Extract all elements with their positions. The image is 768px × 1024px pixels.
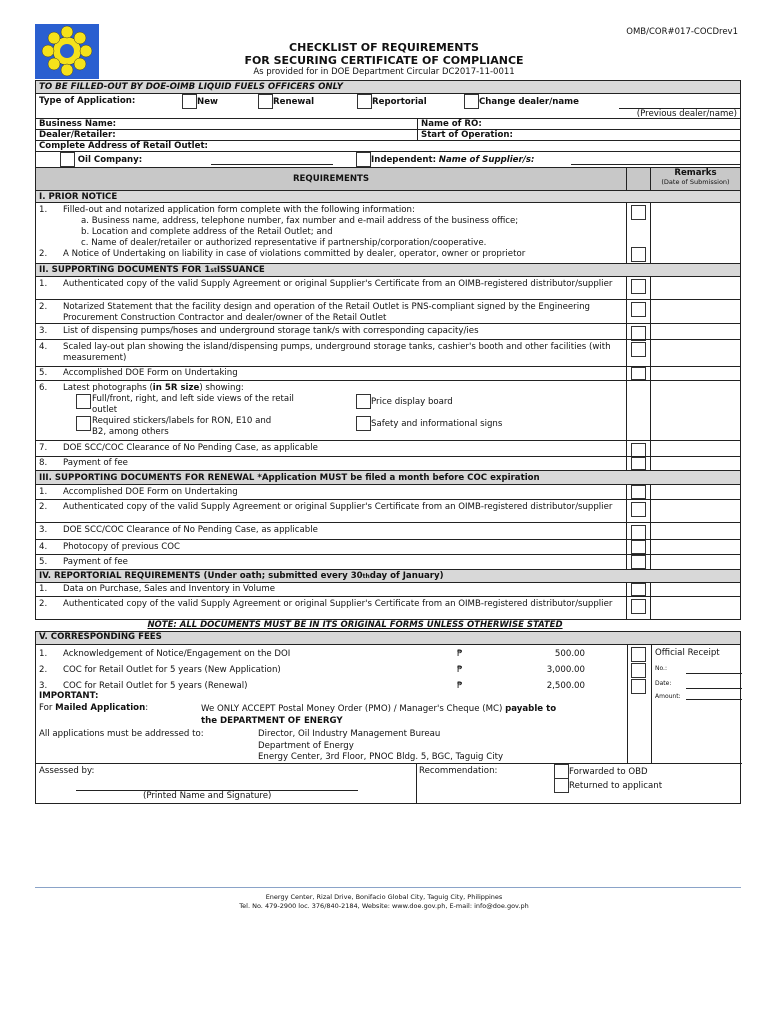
- table-row: 8. Payment of fee: [36, 456, 740, 470]
- type-new[interactable]: New: [182, 94, 218, 109]
- footer-divider: [35, 887, 741, 888]
- title-line1: CHECKLIST OF REQUIREMENTS: [289, 41, 479, 54]
- previous-dealer-label: (Previous dealer/name): [636, 109, 737, 119]
- dealer-label: Dealer/Retailer:: [36, 130, 418, 140]
- section-fees: V. CORRESPONDING FEES: [36, 632, 740, 645]
- checkbox[interactable]: [631, 679, 646, 694]
- assessed-by-label: Assessed by:: [39, 766, 95, 776]
- business-name-row: [36, 118, 740, 129]
- checkbox[interactable]: [631, 485, 646, 499]
- oil-company-field[interactable]: [211, 154, 333, 165]
- receipt-amount-label: Amount:: [655, 693, 681, 700]
- subtitle: As provided for in DOE Department Circular DC2017-11-0011: [253, 67, 515, 77]
- footer-contact: Tel. No. 479-2900 loc. 376/840-2184, Website: www.doe.gov.ph, E-mail: info@doe.gov.ph: [239, 902, 529, 910]
- recommendation-label: Recommendation:: [419, 766, 498, 776]
- checkbox[interactable]: [631, 555, 646, 569]
- photo-stickers[interactable]: Required stickers/labels for RON, E10 and B2, among others: [76, 416, 276, 438]
- official-receipt-label: Official Receipt: [655, 648, 720, 658]
- fee-row: 3. COC for Retail Outlet for 5 years (Renewal) ₱ 2,500.00: [39, 681, 585, 691]
- receipt-amount-field[interactable]: [686, 692, 742, 700]
- section-reportorial: IV. REPORTORIAL REQUIREMENTS (Under oath; submitted every 30 th day of January): [36, 569, 740, 582]
- table-row: 1. Accomplished DOE Form on Undertaking: [36, 484, 740, 499]
- table-row: 1. Authenticated copy of the valid Supply Agreement or original Supplier's Certificate from an OIMB-registered distributor/supplier: [36, 276, 740, 299]
- returned-checkbox[interactable]: Returned to applicant: [554, 778, 662, 793]
- fee-row: 1. Acknowledgement of Notice/Engagement on the DOI ₱ 500.00: [39, 649, 585, 659]
- oil-company-checkbox[interactable]: Oil Company:: [60, 152, 142, 167]
- table-row: 4. Photocopy of previous COC: [36, 539, 740, 554]
- checkbox[interactable]: [631, 502, 646, 517]
- footer-address: Energy Center, Rizal Drive, Bonifacio Global City, Taguig City, Philippines: [265, 893, 503, 901]
- fee-row: 2. COC for Retail Outlet for 5 years (New Application) ₱ 3,000.00: [39, 665, 585, 675]
- table-row: 3. DOE SCC/COC Clearance of No Pending Case, as applicable: [36, 522, 740, 539]
- type-renewal[interactable]: Renewal: [258, 94, 314, 109]
- payment-note: We ONLY ACCEPT Postal Money Order (PMO) / Manager's Cheque (MC) payable to the DEPARTMENT OF ENERGY: [201, 704, 557, 726]
- receipt-date-label: Date:: [655, 680, 672, 687]
- photo-price-board[interactable]: Price display board: [356, 394, 453, 409]
- address-row: [36, 140, 740, 151]
- type-reportorial[interactable]: Reportorial: [357, 94, 427, 109]
- section-prior-notice: I. PRIOR NOTICE: [36, 190, 740, 202]
- fee-list: [39, 647, 599, 694]
- table-row: 1. Data on Purchase, Sales and Inventory in Volume: [36, 582, 740, 596]
- table-row: 1. Filled-out and notarized application form complete with the following information: a. Business name, address, telephone number, fax number and e-mail address of the business office; b. Location and complete address of the Retail Outlet; and c. Name of dealer/retailer or authorized representative if partnership/corporation/cooperative. 2. A Notice of Undertaking on liability in case of violations committed by dealer, operator, owner or proprietor: [36, 202, 740, 263]
- officer-banner: TO BE FILLED-OUT BY DOE-OIMB LIQUID FUELS OFFICERS ONLY: [36, 81, 740, 93]
- checkbox[interactable]: [631, 583, 646, 596]
- table-row: 7. DOE SCC/COC Clearance of No Pending Case, as applicable: [36, 440, 740, 456]
- checkbox[interactable]: [631, 342, 646, 357]
- receipt-no-label: No.:: [655, 665, 667, 672]
- checkbox[interactable]: [631, 540, 646, 554]
- type-label: Type of Application:: [39, 96, 136, 106]
- remarks-heading: Remarks: [674, 168, 717, 178]
- dealer-row: [36, 129, 740, 140]
- table-row: 4. Scaled lay-out plan showing the island/dispensing pumps, underground storage tanks, cashier's booth and other facilities (with measurement): [36, 339, 740, 366]
- photo-front-views[interactable]: Full/front, right, and left side views of the retail outlet: [76, 394, 316, 416]
- business-name-label: Business Name:: [36, 119, 418, 129]
- address-label: All applications must be addressed to:: [39, 729, 204, 739]
- start-operation-label: Start of Operation:: [421, 130, 513, 140]
- checklist-table: [35, 80, 741, 620]
- section-renewal: III. SUPPORTING DOCUMENTS FOR RENEWAL *Application MUST be filed a month before COC expiration: [36, 470, 740, 484]
- checkbox[interactable]: [631, 525, 646, 540]
- fees-table: [35, 631, 741, 804]
- mailed-label: For Mailed Application:: [39, 703, 149, 713]
- supplier-row: [36, 151, 740, 167]
- table-row: 2. Authenticated copy of the valid Supply Agreement or original Supplier's Certificate from an OIMB-registered distributor/supplier: [36, 596, 740, 619]
- table-row: 5. Payment of fee: [36, 554, 740, 569]
- checkbox[interactable]: [631, 457, 646, 470]
- title-line2: FOR SECURING CERTIFICATE OF COMPLIANCE: [244, 54, 524, 67]
- table-row: 5. Accomplished DOE Form on Undertaking: [36, 366, 740, 380]
- address-label: Complete Address of Retail Outlet:: [39, 141, 208, 151]
- mailing-address: Director, Oil Industry Management Bureau Department of Energy Energy Center, 3rd Floor, PNOC Bldg. 5, BGC, Taguig City: [258, 729, 504, 762]
- table-row: 2. Notarized Statement that the facility design and operation of the Retail Outlet is PNS-compliant signed by the Engineering Procurement Construction Contractor and dealer/owner of the Retail Outlet: [36, 299, 740, 323]
- type-of-application-row: [36, 93, 740, 118]
- photo-safety-signs[interactable]: Safety and informational signs: [356, 416, 502, 431]
- name-ro-label: Name of RO:: [421, 119, 482, 129]
- supplier-field[interactable]: [571, 154, 741, 165]
- signature-label: (Printed Name and Signature): [143, 791, 272, 801]
- checkbox[interactable]: [631, 367, 646, 380]
- important-label: IMPORTANT:: [39, 691, 99, 701]
- checkbox[interactable]: [631, 599, 646, 614]
- receipt-date-field[interactable]: [686, 681, 742, 689]
- checkbox[interactable]: [631, 279, 646, 294]
- type-change-dealer[interactable]: Change dealer/name: [464, 94, 579, 109]
- requirements-header: [36, 167, 740, 190]
- table-row: 3. List of dispensing pumps/hoses and underground storage tank/s with corresponding capacity/ies: [36, 323, 740, 339]
- forwarded-checkbox[interactable]: Forwarded to OBD: [554, 764, 648, 779]
- requirements-heading: REQUIREMENTS: [36, 168, 627, 190]
- remarks-subheading: (Date of Submission): [661, 178, 730, 186]
- receipt-no-field[interactable]: [686, 666, 742, 674]
- checkbox[interactable]: [631, 663, 646, 678]
- independent-checkbox[interactable]: Independent: Name of Supplier/s:: [356, 152, 534, 167]
- table-row: 6. Latest photographs (in 5R size) showing: Full/front, right, and left side views of the retail outlet Price display board Required stickers/labels for RON, E10 and B2, among others Safety and informational signs: [36, 380, 740, 440]
- checkbox[interactable]: [631, 247, 646, 262]
- form-code: OMB/COR#017-COCDrev1: [626, 27, 738, 37]
- checkbox[interactable]: [631, 647, 646, 662]
- checkbox[interactable]: [631, 302, 646, 317]
- section-first-issuance: II. SUPPORTING DOCUMENTS FOR 1 st ISSUANCE: [36, 263, 740, 276]
- table-row: 2. Authenticated copy of the valid Supply Agreement or original Supplier's Certificate from an OIMB-registered distributor/supplier: [36, 499, 740, 522]
- checkbox[interactable]: [631, 205, 646, 220]
- note: NOTE: ALL DOCUMENTS MUST BE IN ITS ORIGINAL FORMS UNLESS OTHERWISE STATED: [147, 620, 563, 630]
- previous-dealer-field[interactable]: [619, 96, 741, 109]
